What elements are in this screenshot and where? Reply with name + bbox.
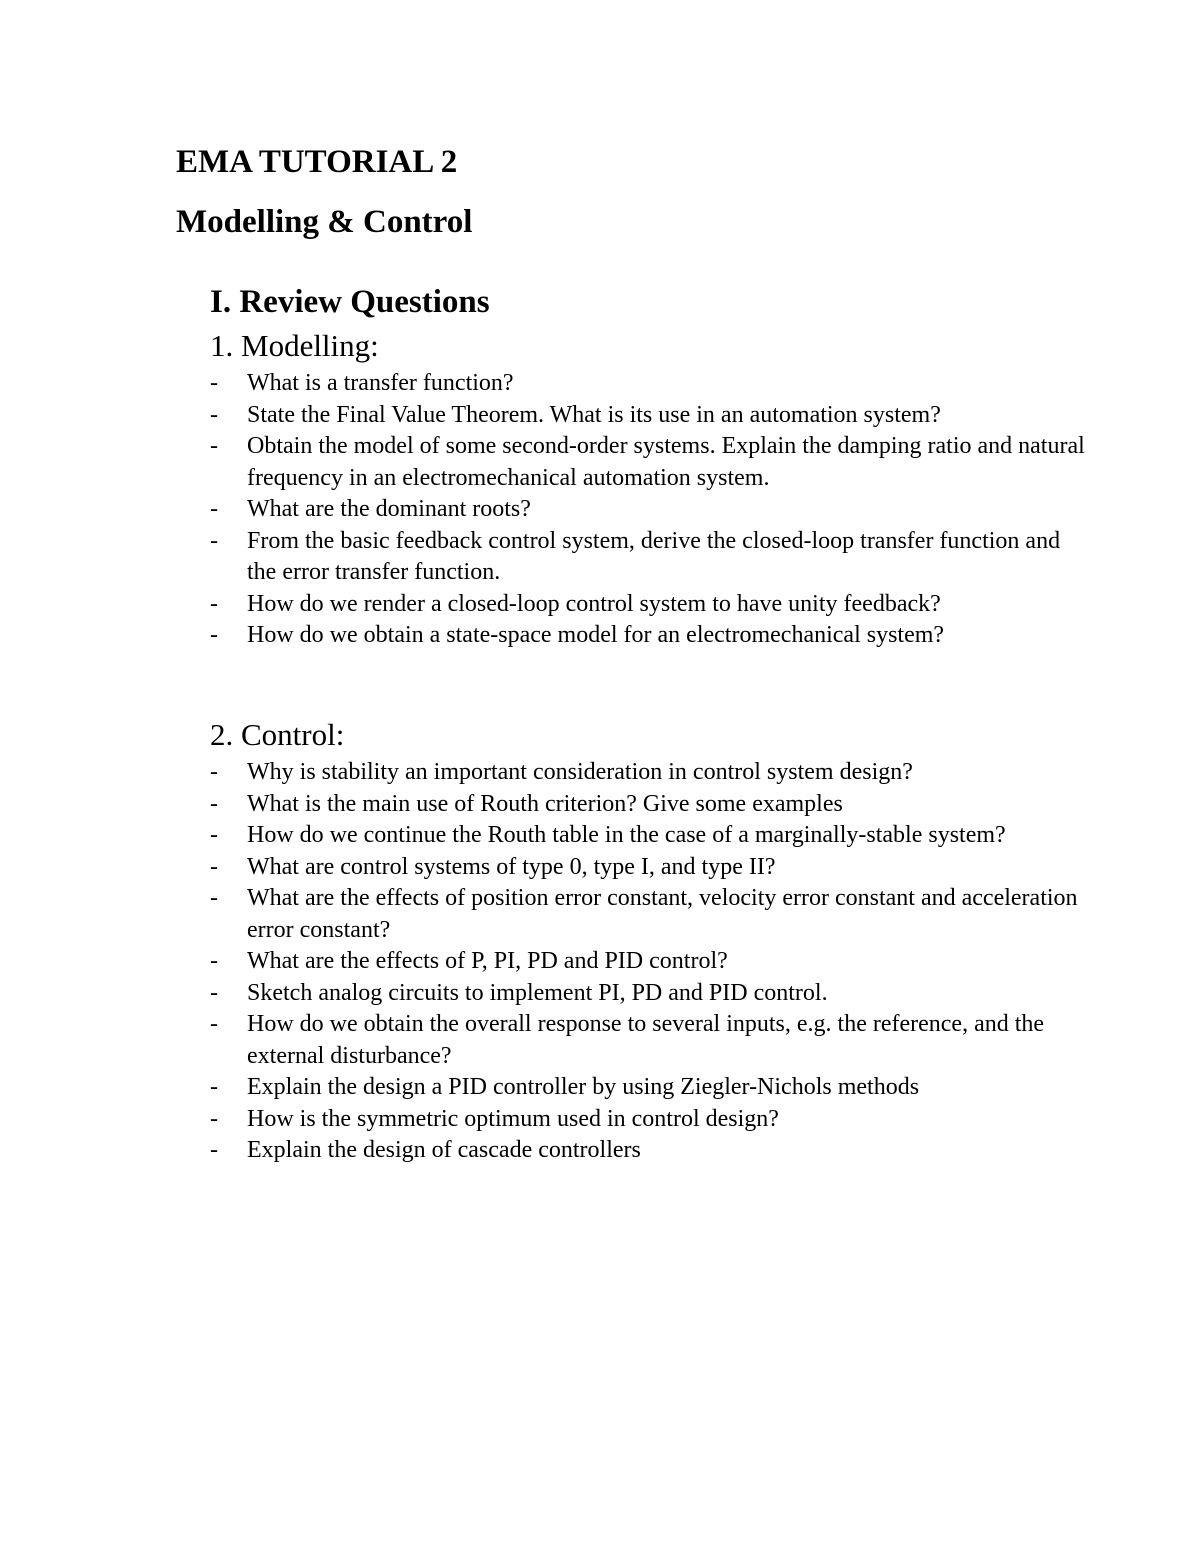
list-item (210, 1104, 1090, 1136)
bullet-dash: - (210, 822, 218, 848)
list-item (210, 1072, 1090, 1104)
list-item (210, 589, 1090, 621)
bullet-dash: - (210, 1137, 218, 1163)
bullet-dash: - (210, 1074, 218, 1100)
list-item (210, 368, 1090, 400)
bullet-dash: - (210, 590, 218, 617)
modelling-heading: 1. Modelling: (210, 328, 379, 363)
list-item (210, 820, 1090, 852)
question-text: How is the symmetric optimum used in control design? (247, 1105, 779, 1132)
list-item (210, 1009, 1090, 1072)
list-item (210, 852, 1090, 884)
list-item (210, 494, 1090, 526)
list-item (210, 946, 1090, 978)
bullet-dash: - (210, 759, 218, 785)
question-text: Why is stability an important consideration in control system design? (247, 759, 913, 785)
bullet-dash: - (210, 433, 218, 459)
bullet-dash: - (210, 622, 218, 648)
list-item (210, 431, 1090, 494)
question-text: State the Final Value Theorem. What is its use in an automation system? (247, 401, 941, 428)
question-text: How do we continue the Routh table in the case of a marginally-stable system? (247, 822, 1006, 848)
bullet-dash: - (210, 885, 218, 911)
modelling-question-list (210, 368, 1090, 652)
question-text: Obtain the model of some second-order systems. Explain the damping ratio and natural frequency in an electromechanical automation system. (247, 433, 1085, 491)
bullet-dash: - (210, 496, 218, 522)
question-text: How do we render a closed-loop control system to have unity feedback? (247, 590, 941, 617)
question-text: What are control systems of type 0, type I, and type II? (247, 853, 776, 880)
list-item (210, 978, 1090, 1010)
bullet-dash: - (210, 370, 218, 396)
modelling-section (210, 326, 1090, 652)
question-text: Sketch analog circuits to implement PI, PD and PID control. (247, 979, 828, 1006)
question-text: What is the main use of Routh criterion? Give some examples (247, 790, 843, 817)
list-item (210, 526, 1090, 589)
section-heading: I. Review Questions (210, 284, 490, 320)
bullet-dash: - (210, 401, 218, 428)
question-text: What are the effects of position error constant, velocity error constant and acceleration error constant? (247, 885, 1078, 943)
control-heading: 2. Control: (210, 717, 345, 752)
question-text: What are the dominant roots? (247, 496, 531, 522)
bullet-dash: - (210, 790, 218, 817)
list-item (210, 789, 1090, 821)
list-item (210, 400, 1090, 432)
document-title: EMA TUTORIAL 2 (176, 144, 458, 180)
bullet-dash: - (210, 527, 218, 554)
list-item (210, 1135, 1090, 1167)
control-section (210, 715, 1090, 1167)
bullet-dash: - (210, 1105, 218, 1132)
question-text: What is a transfer function? (247, 370, 514, 396)
bullet-dash: - (210, 948, 218, 974)
question-text: How do we obtain a state-space model for an electromechanical system? (247, 622, 945, 648)
list-item (210, 883, 1090, 946)
question-text: What are the effects of P, PI, PD and PID control? (247, 948, 728, 974)
list-item (210, 757, 1090, 789)
question-text: How do we obtain the overall response to several inputs, e.g. the reference, and the external disturbance? (247, 1011, 1045, 1069)
document-subtitle: Modelling & Control (176, 204, 473, 240)
question-text: Explain the design of cascade controllers (247, 1137, 641, 1163)
bullet-dash: - (210, 853, 218, 880)
bullet-dash: - (210, 1011, 218, 1037)
list-item (210, 620, 1090, 652)
bullet-dash: - (210, 979, 218, 1006)
question-text: From the basic feedback control system, derive the closed-loop transfer function and the error transfer function. (247, 527, 1061, 585)
question-text: Explain the design a PID controller by using Ziegler-Nichols methods (247, 1074, 920, 1100)
control-question-list (210, 757, 1090, 1167)
